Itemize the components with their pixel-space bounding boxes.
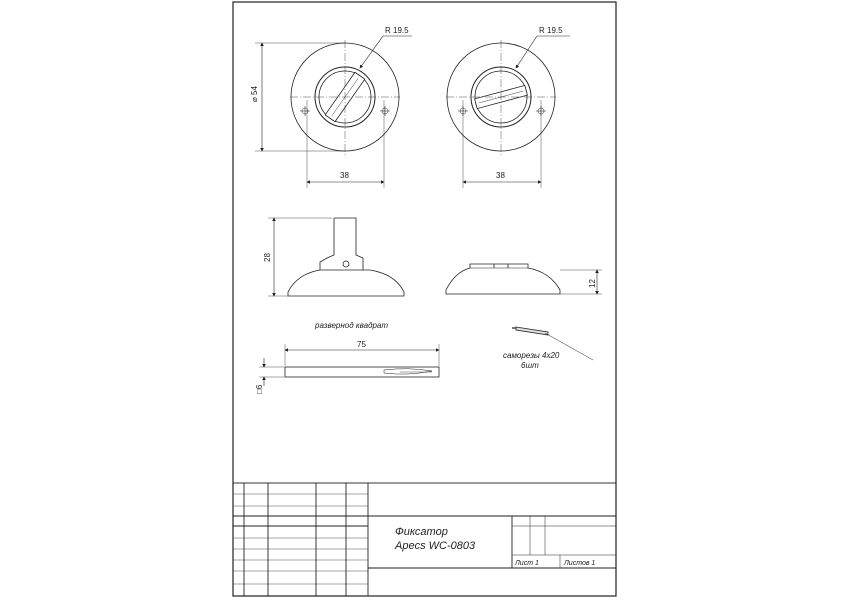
spindle-caption: развернод квадрат <box>315 321 389 330</box>
sheets-count: Листов 1 <box>564 560 596 567</box>
spindle-section-label: □6 <box>255 384 264 394</box>
diameter-label: ⌀ 54 <box>250 86 259 102</box>
screw-caption-2: 6шт <box>521 361 539 370</box>
height-label-left: 28 <box>263 253 272 262</box>
square-spindle <box>259 344 439 386</box>
drawing-model: Apecs WC-0803 <box>395 540 476 552</box>
width-label-left: 38 <box>340 171 349 180</box>
side-view-right <box>446 264 602 294</box>
drawing-title: Фиксатор <box>395 526 448 538</box>
top-view-left <box>255 36 412 188</box>
top-view-right <box>446 36 570 188</box>
sheet-number: Лист 1 <box>515 560 539 567</box>
width-label-right: 38 <box>496 171 505 180</box>
radius-label-left: R 19.5 <box>385 26 409 35</box>
screw-holes-right <box>458 106 546 116</box>
sheet-frame <box>233 2 616 596</box>
screw-caption-1: саморезы 4x20 <box>503 351 560 360</box>
spindle-length-label: 75 <box>357 340 366 349</box>
radius-label-right: R 19.5 <box>539 26 563 35</box>
height-label-right: 12 <box>588 279 597 288</box>
side-view-left <box>268 218 404 296</box>
fixing-hole <box>343 261 349 267</box>
spindle-twist <box>384 369 432 374</box>
